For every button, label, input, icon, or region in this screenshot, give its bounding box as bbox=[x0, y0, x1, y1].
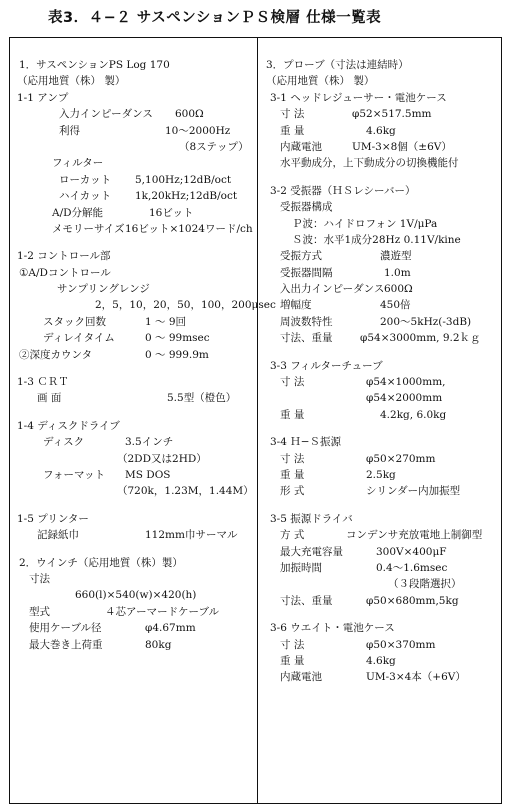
subsection-title: 1-3 ＣＲＴ bbox=[17, 376, 69, 389]
spec-value: 5.5型（橙色） bbox=[167, 392, 237, 405]
spec-value: MS DOS bbox=[125, 468, 171, 481]
spec-label: 利得 bbox=[59, 124, 80, 137]
spec-label: 寸 法 bbox=[280, 376, 305, 389]
spec-label: フォーマット bbox=[43, 468, 106, 481]
subsection-title: 1-4 ディスクドライブ bbox=[17, 419, 120, 432]
spec-label: 加振時間 bbox=[280, 561, 322, 574]
subsection-title: 3-2 受振器（ＨＳレシーバー） bbox=[270, 184, 416, 197]
spec-value: ４芯アーマードケーブル bbox=[105, 605, 220, 618]
spec-label: ディスク bbox=[43, 436, 85, 449]
section-title: 1．サスペンションPS Log 170 bbox=[19, 59, 170, 71]
spec-label: 重 量 bbox=[280, 654, 305, 667]
subsection-title: 3-6 ウエイト・電池ケース bbox=[270, 622, 395, 635]
spec-value: 300V×400μF bbox=[376, 545, 447, 558]
subsection-title: 1-1 アンプ bbox=[17, 91, 69, 104]
spec-note: （３段階選択） bbox=[388, 578, 462, 591]
spec-label: 記録紙巾 bbox=[37, 529, 79, 542]
spec-label: 画 面 bbox=[37, 392, 62, 405]
left-column bbox=[17, 57, 276, 653]
spec-value: φ50×270mm bbox=[366, 452, 436, 465]
spec-label: 使用ケーブル径 bbox=[29, 622, 102, 635]
spec-note: （8ステップ） bbox=[179, 140, 249, 153]
spec-label: 寸 法 bbox=[280, 108, 305, 121]
spec-value: 600Ω bbox=[175, 108, 204, 121]
subsection-title: 1-2 コントロール部 bbox=[17, 250, 111, 263]
subsection-title: 3-3 フィルターチューブ bbox=[270, 359, 383, 372]
spec-value: φ54×3000mm, 9.2ｋｇ bbox=[360, 332, 481, 345]
spec-value: 112mm巾サーマル bbox=[145, 529, 238, 542]
spec-value: 600Ω bbox=[384, 283, 413, 296]
spec-value: 5,100Hz;12dB/oct bbox=[135, 173, 232, 186]
spec-value: 80kg bbox=[145, 638, 172, 651]
spec-label: 寸法 bbox=[29, 572, 50, 585]
spec-value: φ50×680mm,5kg bbox=[366, 594, 459, 607]
spec-label: 形 式 bbox=[280, 485, 305, 498]
spec-label: 重 量 bbox=[280, 408, 305, 421]
spec-value: 10〜2000Hz bbox=[165, 124, 231, 137]
spec-value: 2.5kg bbox=[366, 468, 396, 481]
spec-value: シリンダー内加振型 bbox=[366, 485, 461, 498]
spec-value: φ54×1000mm, bbox=[366, 376, 446, 389]
spec-label: 内蔵電池 bbox=[280, 140, 322, 153]
spec-value: Ｓ波：水平1成分28Hz 0.11V/kine bbox=[292, 233, 461, 246]
spec-label: フィルター bbox=[52, 157, 104, 170]
spec-label: 内蔵電池 bbox=[280, 671, 322, 684]
spec-label: 最大充電容量 bbox=[280, 545, 343, 558]
spec-label: ②深度カウンタ bbox=[19, 348, 93, 361]
spec-value: 660(l)×540(w)×420(h) bbox=[75, 589, 197, 602]
spec-value: 16ビット bbox=[149, 206, 194, 219]
spec-value: 1.0m bbox=[384, 266, 411, 279]
spec-value: コンデンサ充放電地上制御型 bbox=[346, 529, 483, 542]
spec-label: ①A/Dコントロール bbox=[19, 266, 111, 279]
right-column bbox=[266, 57, 498, 686]
spec-label: 受振器構成 bbox=[280, 201, 333, 214]
spec-value: 0 〜 999.9m bbox=[145, 348, 209, 361]
spec-label: 寸 法 bbox=[280, 638, 305, 651]
spec-label: 重 量 bbox=[280, 124, 305, 137]
spec-table bbox=[9, 37, 502, 804]
spec-label: 寸法、重量 bbox=[280, 594, 333, 607]
spec-label: 重 量 bbox=[280, 468, 305, 481]
spec-value: 16ビット×1024ワード/ch bbox=[125, 222, 253, 235]
spec-value: 4.6kg bbox=[366, 654, 396, 667]
spec-value: φ50×370mm bbox=[366, 638, 436, 651]
spec-value: 0.4〜1.6msec bbox=[376, 561, 448, 574]
subsection-title: 1-5 プリンター bbox=[17, 512, 89, 525]
spec-label: スタック回数 bbox=[43, 315, 106, 328]
spec-value: Ｐ波：ハイドロフォン 1V/μPa bbox=[292, 217, 438, 230]
spec-label: 方 式 bbox=[280, 529, 305, 542]
section-title: 3．プローブ（寸法は連結時） bbox=[266, 59, 409, 71]
spec-value: UM-3×4本（+6V） bbox=[366, 671, 466, 684]
spec-value: 4.6kg bbox=[366, 124, 396, 137]
spec-label: ハイカット bbox=[59, 190, 112, 203]
subsection-title: 3-4 Ｈ−Ｓ振源 bbox=[270, 436, 342, 449]
document-title: 表3．４−２ サスペンションＰＳ検層 仕様一覧表 bbox=[48, 10, 382, 26]
spec-label: 受振方式 bbox=[280, 250, 322, 263]
subsection-title: 3-5 振源ドライバ bbox=[270, 512, 353, 525]
spec-value: 1 〜 9回 bbox=[145, 315, 187, 328]
spec-value: φ52×517.5mm bbox=[352, 108, 432, 121]
spec-value: 450倍 bbox=[380, 299, 411, 312]
spec-label: 入力インピーダンス bbox=[59, 108, 153, 121]
spec-label: 型式 bbox=[29, 605, 50, 618]
spec-value: 4.2kg, 6.0kg bbox=[380, 408, 447, 421]
spec-value: φ54×2000mm bbox=[366, 392, 443, 405]
spec-label: ディレイタイム bbox=[43, 332, 115, 345]
maker-note: （応用地質（株） 製） bbox=[17, 75, 126, 88]
spec-note: （720k，1.23M，1.44M） bbox=[117, 485, 254, 498]
spec-value: 0 〜 99msec bbox=[145, 332, 210, 345]
section-title: 2．ウインチ（応用地質（株）製） bbox=[19, 556, 183, 569]
spec-value: φ4.67mm bbox=[145, 622, 196, 635]
spec-label: メモリーサイズ bbox=[52, 222, 125, 235]
spec-value: 2，5，10，20，50，100，200μsec bbox=[95, 299, 276, 312]
spec-label: 寸 法 bbox=[280, 452, 305, 465]
spec-value: 1k,20kHz;12dB/oct bbox=[135, 190, 238, 203]
spec-label: サンプリングレンジ bbox=[57, 283, 150, 296]
spec-note: 水平動成分，上下動成分の切換機能付 bbox=[280, 157, 459, 170]
subsection-title: 3-1 ヘッドレジューサー・電池ケース bbox=[270, 91, 447, 104]
spec-value: 濃遊型 bbox=[380, 250, 412, 263]
spec-label: 周波数特性 bbox=[280, 315, 333, 328]
spec-value: UM-3×8個（±6V） bbox=[352, 140, 452, 153]
column-divider bbox=[257, 38, 258, 803]
spec-value: 3.5インチ bbox=[125, 436, 174, 449]
spec-label: 増幅度 bbox=[280, 299, 312, 312]
maker-note: （応用地質（株） 製） bbox=[266, 75, 375, 88]
spec-note: （2DD又は2HD） bbox=[117, 452, 207, 465]
spec-value: 200〜5kHz(-3dB) bbox=[380, 315, 472, 328]
spec-label: ローカット bbox=[59, 173, 112, 186]
spec-label: 寸法、重量 bbox=[280, 332, 333, 345]
spec-label: A/D分解能 bbox=[52, 206, 104, 219]
spec-label: 最大巻き上荷重 bbox=[29, 638, 103, 651]
spec-label: 入出力インピーダンス bbox=[280, 283, 385, 296]
spec-label: 受振器間隔 bbox=[280, 266, 333, 279]
